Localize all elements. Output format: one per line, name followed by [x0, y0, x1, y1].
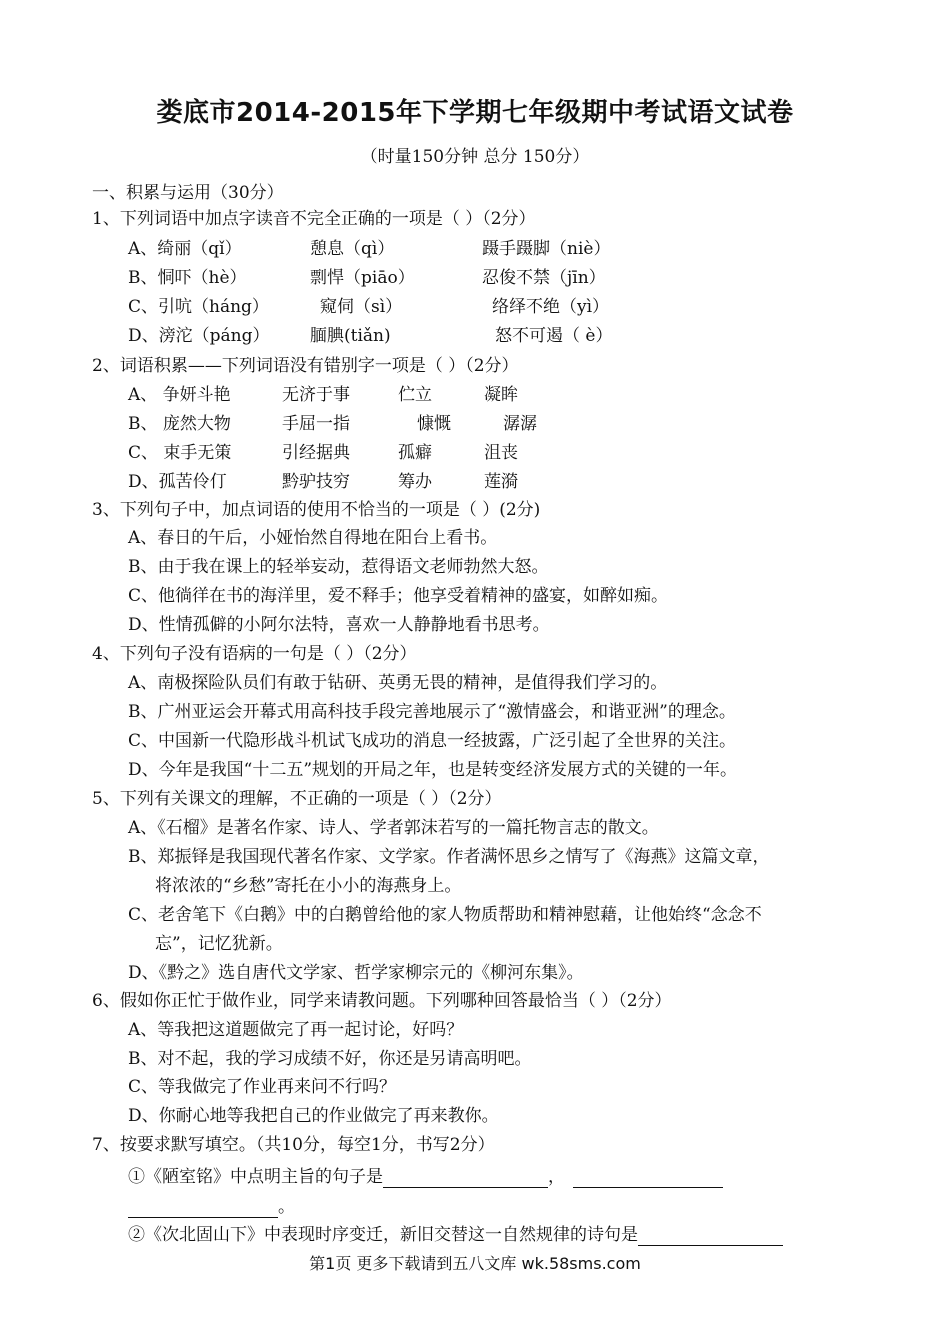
option-word: B、恫吓（hè） — [128, 268, 247, 288]
q2-option-d — [128, 471, 518, 493]
q3-option-c: C、他徜徉在书的海洋里，爱不释手；他享受着精神的盛宴，如醉如痴。 — [128, 586, 669, 606]
q4-option-d: D、今年是我国“十二五”规划的开局之年，也是转变经济发展方式的关键的一年。 — [128, 760, 738, 780]
answer-blank[interactable] — [638, 1227, 783, 1246]
option-word: 孤癖 — [398, 443, 432, 463]
q7-item-1-cont — [128, 1196, 295, 1218]
q5-stem: 5、下列有关课文的理解，不正确的一项是（ ）（2分） — [92, 789, 502, 809]
exam-title: 娄底市2014-2015年下学期七年级期中考试语文试卷 — [156, 98, 794, 128]
section-heading: 一、积累与运用（30分） — [92, 183, 284, 203]
q4-stem: 4、下列句子没有语病的一句是（ ）（2分） — [92, 644, 417, 664]
q1-option-b — [128, 267, 606, 289]
q2-stem: 2、词语积累——下列词语没有错别字一项是（ ）（2分） — [92, 356, 519, 376]
q4-option-c: C、中国新一代隐形战斗机试飞成功的消息一经披露，广泛引起了全世界的关注。 — [128, 731, 737, 751]
option-word: 慷慨 — [417, 414, 451, 434]
option-word: 憩息（qì） — [310, 239, 395, 259]
q7-stem: 7、按要求默写填空。（共10分，每空1分，书写2分） — [92, 1135, 495, 1155]
option-word: D、滂沱（páng） — [128, 326, 270, 346]
option-word: C、 束手无策 — [128, 443, 232, 463]
q6-option-a: A、等我把这道题做完了再一起讨论，好吗？ — [128, 1020, 464, 1040]
q6-option-c: C、等我做完了作业再来问不行吗？ — [128, 1077, 397, 1097]
q4-option-a: A、南极探险队员们有敢于钻研、英勇无畏的精神，是值得我们学习的。 — [128, 673, 668, 693]
answer-blank[interactable] — [573, 1169, 723, 1188]
q3-stem: 3、下列句子中，加点词语的使用不恰当的一项是（ ）(2分) — [92, 500, 541, 520]
option-word: A、 争妍斗艳 — [128, 385, 231, 405]
q7-item-1-text: ①《陋室铭》中点明主旨的句子是 — [128, 1167, 383, 1187]
option-word: 黔驴技穷 — [282, 472, 350, 492]
q2-option-a — [128, 384, 518, 406]
option-word: 蹑手蹑脚（niè） — [482, 239, 611, 259]
option-word: 筹办 — [398, 472, 432, 492]
answer-blank[interactable] — [383, 1169, 548, 1188]
q2-option-c — [128, 442, 518, 464]
q3-option-b: B、由于我在课上的轻举妄动，惹得语文老师勃然大怒。 — [128, 557, 549, 577]
option-word: 潺潺 — [503, 414, 537, 434]
q5-option-d: D、《黔之》选自唐代文学家、哲学家柳宗元的《柳河东集》。 — [128, 963, 584, 983]
option-word: 忍俊不禁（jīn） — [482, 268, 606, 288]
option-word: 沮丧 — [484, 443, 518, 463]
q6-option-b: B、对不起，我的学习成绩不好，你还是另请高明吧。 — [128, 1049, 532, 1069]
option-word: 凝眸 — [484, 385, 518, 405]
q5-option-a: A、《石榴》是著名作家、诗人、学者郭沫若写的一篇托物言志的散文。 — [128, 818, 659, 838]
q7-item-2 — [128, 1224, 783, 1246]
page-footer: 第1页 更多下载请到五八文库 wk.58sms.com — [309, 1254, 641, 1273]
q4-option-b: B、广州亚运会开幕式用高科技手段完善地展示了“激情盛会，和谐亚洲”的理念。 — [128, 702, 736, 722]
q5-option-b-cont: 将浓浓的“乡愁”寄托在小小的海燕身上。 — [155, 876, 462, 896]
answer-blank[interactable] — [128, 1199, 278, 1218]
q5-option-c-cont: 忘”，记忆犹新。 — [155, 934, 283, 954]
option-word: 怒不可遏（ è） — [495, 326, 613, 346]
option-word: 手屈一指 — [282, 414, 350, 434]
option-word: B、 庞然大物 — [128, 414, 231, 434]
q1-option-a — [128, 238, 610, 260]
exam-subtitle: （时量150分钟 总分 150分） — [360, 147, 590, 167]
q2-option-b — [128, 413, 537, 435]
option-word: A、绮丽（qǐ） — [128, 239, 242, 259]
period: 。 — [278, 1197, 295, 1217]
q7-item-1 — [128, 1166, 723, 1188]
option-word: D、孤苦伶仃 — [128, 472, 227, 492]
option-word: 窥伺（sì） — [320, 297, 403, 317]
option-word: 无济于事 — [282, 385, 350, 405]
option-word: 腼腆(tiǎn) — [310, 326, 391, 346]
q6-option-d: D、你耐心地等我把自己的作业做完了再来教你。 — [128, 1106, 499, 1126]
option-word: 络绎不绝（yì） — [492, 297, 610, 317]
q5-option-c: C、老舍笔下《白鹅》中的白鹅曾给他的家人物质帮助和精神慰藉，让他始终“念念不 — [128, 905, 762, 925]
option-word: C、引吭（háng） — [128, 297, 269, 317]
q1-option-d — [128, 325, 612, 347]
q1-stem: 1、下列词语中加点字读音不完全正确的一项是（ ）（2分） — [92, 209, 536, 229]
q1-option-c — [128, 296, 609, 318]
option-word: 莲漪 — [484, 472, 518, 492]
q3-option-d: D、性情孤僻的小阿尔法特，喜欢一人静静地看书思考。 — [128, 615, 550, 635]
q7-item-2-text: ②《次北固山下》中表现时序变迁，新旧交替这一自然规律的诗句是 — [128, 1225, 638, 1245]
option-word: 伫立 — [398, 385, 432, 405]
q5-option-b: B、郑振铎是我国现代著名作家、文学家。作者满怀思乡之情写了《海燕》这篇文章， — [128, 847, 770, 867]
option-word: 剽悍（piāo） — [310, 268, 415, 288]
separator: ， — [548, 1167, 565, 1187]
option-word: 引经据典 — [282, 443, 350, 463]
q3-option-a: A、春日的午后，小娅怡然自得地在阳台上看书。 — [128, 528, 498, 548]
q6-stem: 6、假如你正忙于做作业，同学来请教问题。下列哪种回答最恰当（ ）（2分） — [92, 991, 672, 1011]
